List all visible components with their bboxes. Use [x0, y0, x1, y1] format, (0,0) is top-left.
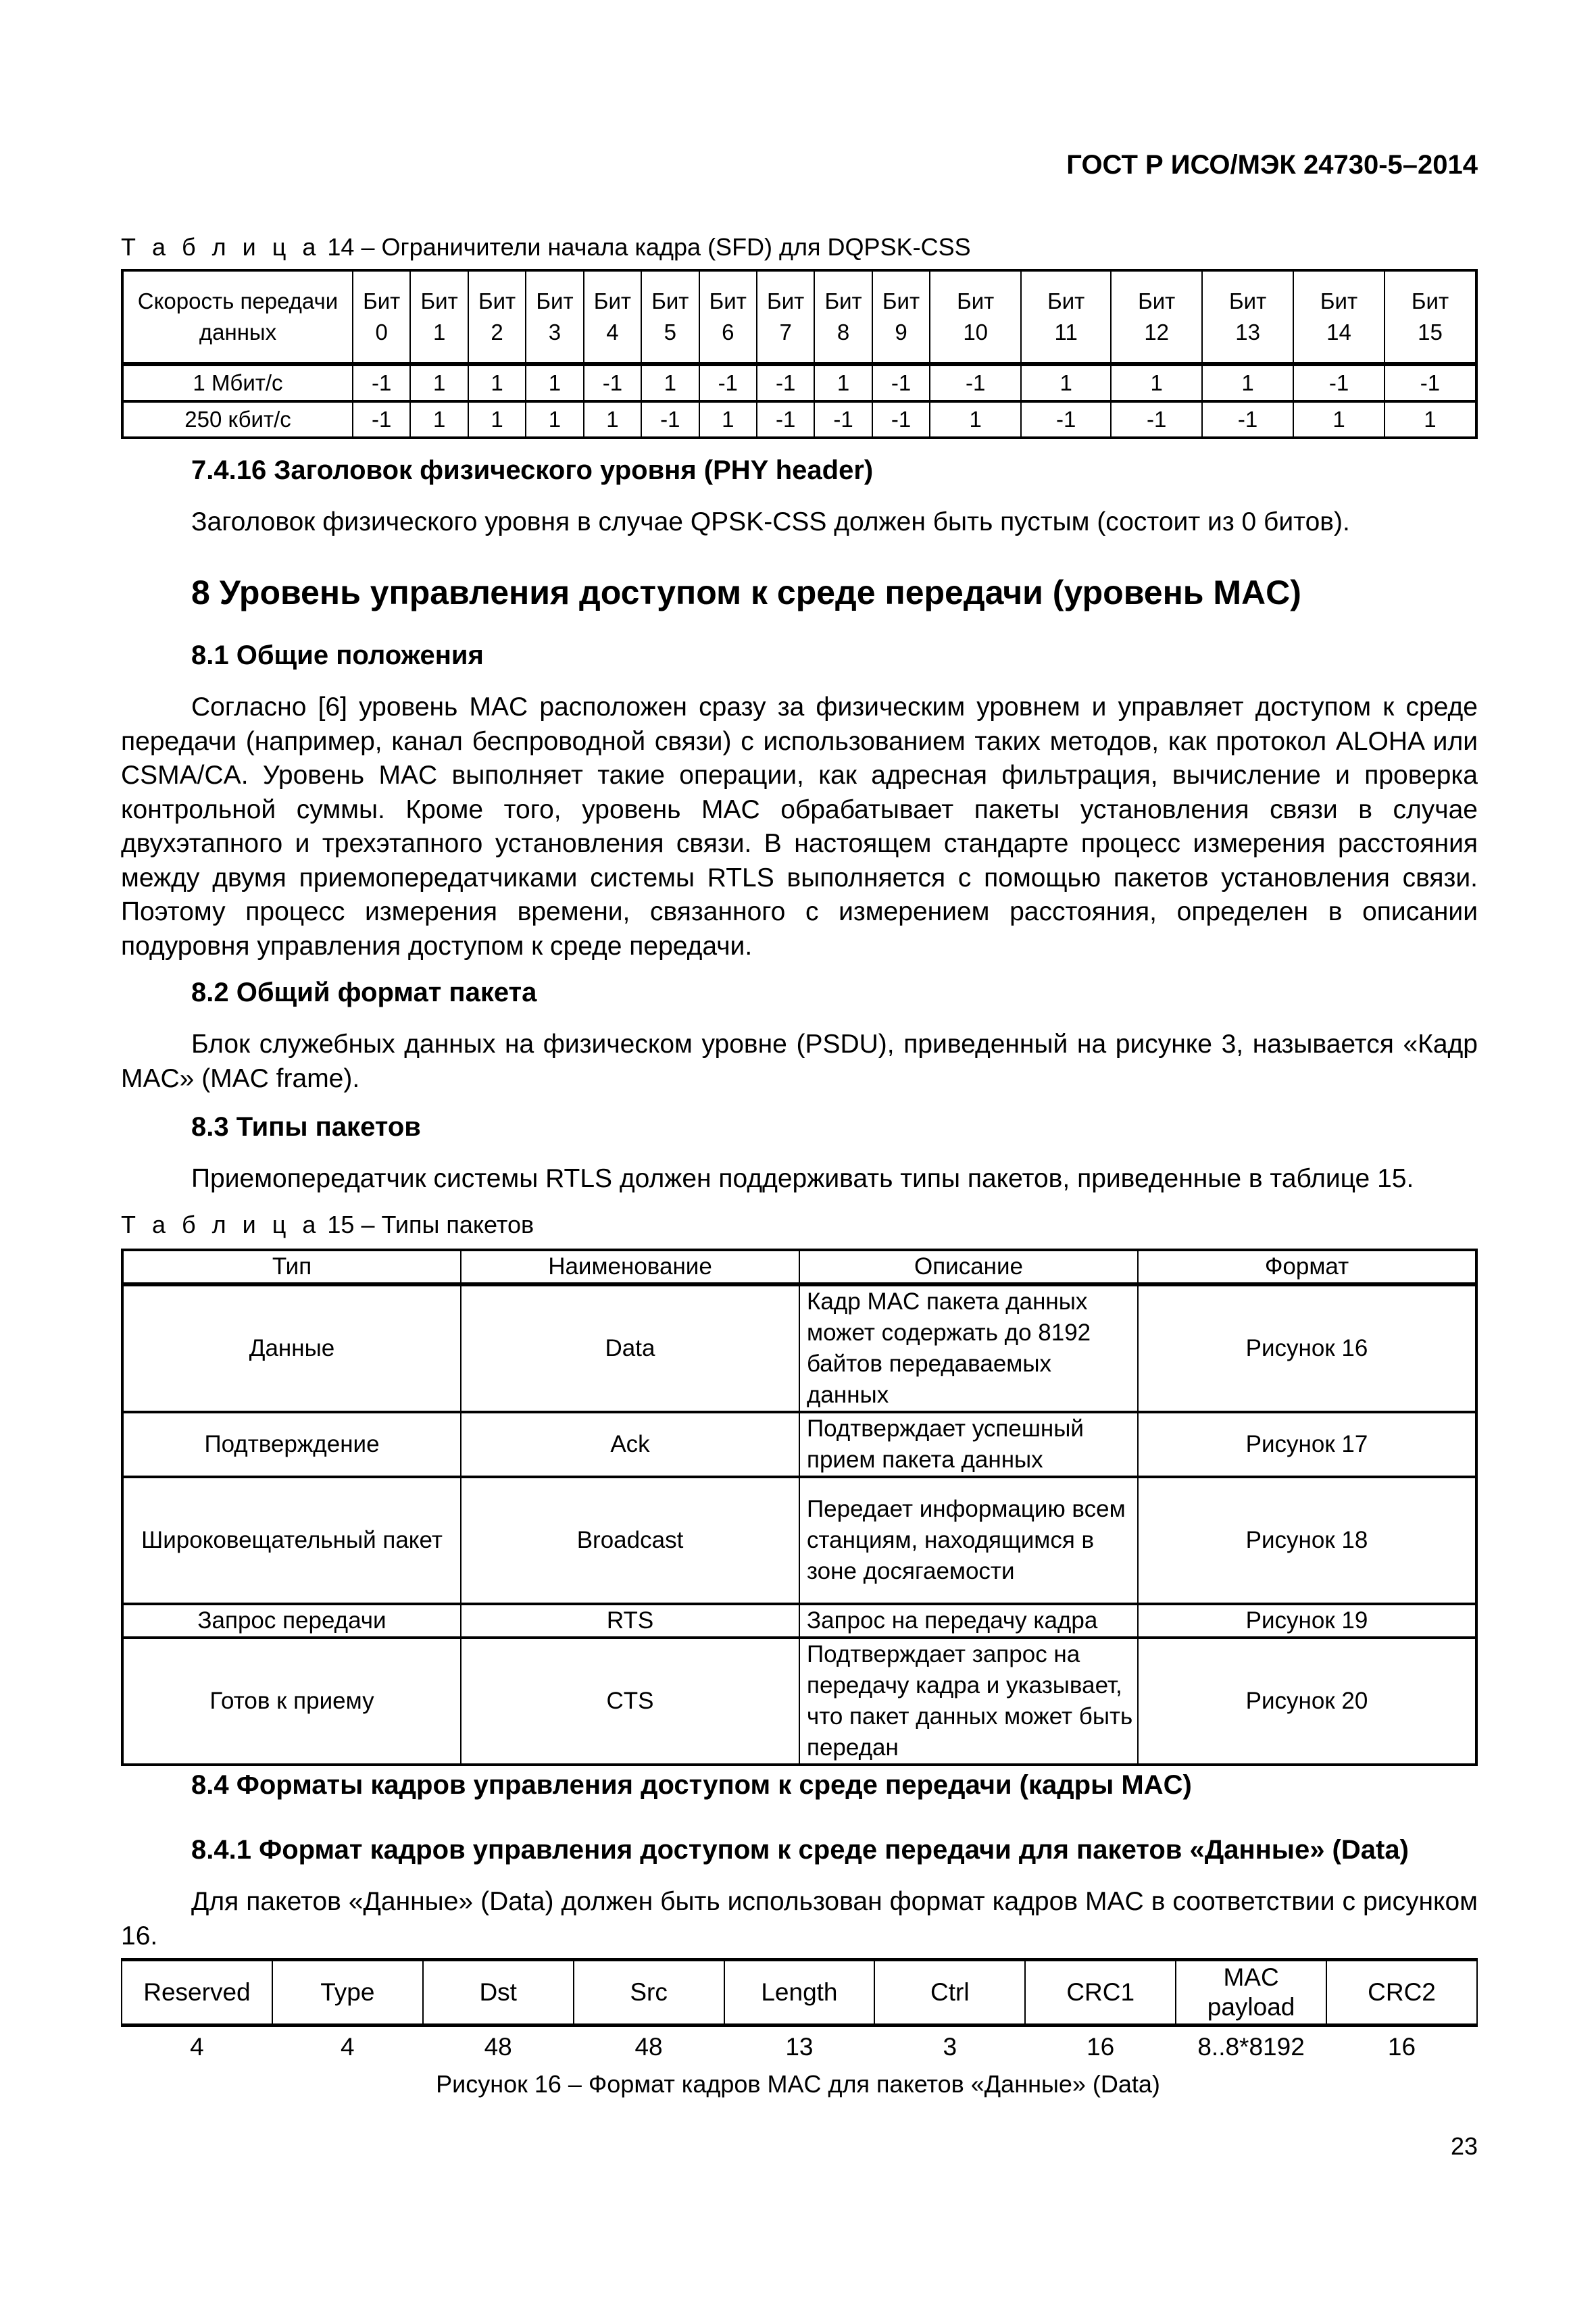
- table14-sfd: [121, 269, 1478, 439]
- figure16-bits: 13: [785, 2033, 814, 2061]
- table14-rate: 250 кбит/с: [122, 401, 353, 438]
- table14-bit: 1: [526, 364, 583, 401]
- table14-header-bit: Бит 11: [1021, 270, 1111, 364]
- table14-header-bit: Бит 13: [1202, 270, 1293, 364]
- figure16-bits: 48: [484, 2033, 512, 2061]
- table14-bit: -1: [1293, 364, 1385, 401]
- table14-bit: -1: [584, 364, 641, 401]
- figure16-fields-row: [122, 1960, 1477, 2026]
- table15-type: Готов к приему: [122, 1638, 461, 1765]
- figure16-field: Length: [724, 1960, 875, 2026]
- figure16-bits: 16: [1387, 2033, 1416, 2061]
- table14-bit: -1: [699, 364, 757, 401]
- section-7-4-16-title: 7.4.16 Заголовок физического уровня (PHY header): [191, 455, 874, 485]
- table14-row: [122, 364, 1476, 401]
- table14-header-row: [122, 270, 1476, 364]
- figure16-bits: 4: [190, 2033, 204, 2061]
- table15-desc: Передает информацию всем станциям, находящимся в зоне досягаемости: [799, 1477, 1138, 1604]
- table14-bit: -1: [872, 401, 930, 438]
- figure16-mac-frame: [121, 1958, 1478, 2067]
- figure16-field: Type: [272, 1960, 423, 2026]
- section-8-3-text: Приемопередатчик системы RTLS должен поддерживать типы пакетов, приведенные в таблице 15.: [191, 1164, 1414, 1193]
- table14-bit: -1: [353, 401, 410, 438]
- table14-bit: 1: [699, 401, 757, 438]
- table14-header-bit: Бит 2: [468, 270, 526, 364]
- table14-header-bit: Бит 3: [526, 270, 583, 364]
- table14-bit: 1: [1385, 401, 1476, 438]
- figure16-field: CRC2: [1326, 1960, 1477, 2026]
- figure16-bits: 16: [1087, 2033, 1115, 2061]
- table15-name: Ack: [461, 1412, 799, 1477]
- table14-header-bit: Бит 14: [1293, 270, 1385, 364]
- figure16-field: CRC1: [1025, 1960, 1176, 2026]
- table14-header-rate: Скорость передачи данных: [122, 270, 353, 364]
- table15-row: [122, 1477, 1476, 1604]
- table14-bit: 1: [1202, 364, 1293, 401]
- table14-bit: 1: [1021, 364, 1111, 401]
- table14-bit: -1: [1385, 364, 1476, 401]
- table14-bit: -1: [1111, 401, 1202, 438]
- table15-format: Рисунок 18: [1138, 1477, 1476, 1604]
- table15-desc: Подтверждает запрос на передачу кадра и указывает, что пакет данных может быть передан: [799, 1638, 1138, 1765]
- table14-header-bit: Бит 10: [930, 270, 1021, 364]
- table14-header-bit: Бит 8: [814, 270, 872, 364]
- figure16-bits: 8..8*8192: [1197, 2033, 1305, 2061]
- figure16-bits: 3: [943, 2033, 957, 2061]
- table15-header-desc: Описание: [799, 1250, 1138, 1284]
- section-8-3-title: 8.3 Типы пакетов: [191, 1112, 421, 1142]
- table14-bit: 1: [584, 401, 641, 438]
- section-8-1-title: 8.1 Общие положения: [191, 640, 484, 670]
- table14-bit: 1: [526, 401, 583, 438]
- table14-header-bit: Бит 9: [872, 270, 930, 364]
- table15-type: Широковещательный пакет: [122, 1477, 461, 1604]
- table14-bit: 1: [410, 401, 468, 438]
- table15-format: Рисунок 19: [1138, 1604, 1476, 1638]
- table15-header-format: Формат: [1138, 1250, 1476, 1284]
- table15-name: RTS: [461, 1604, 799, 1638]
- table15-header-type: Тип: [122, 1250, 461, 1284]
- table14-header-bit: Бит 12: [1111, 270, 1202, 364]
- table14-bit: 1: [468, 364, 526, 401]
- table14-bit: 1: [1293, 401, 1385, 438]
- page-number: 23: [1450, 2132, 1478, 2160]
- section-8-2-text: Блок служебных данных на физическом уровне (PSDU), приведенный на рисунке 3, называется «Кадр MAC» (MAC frame).: [121, 1030, 1478, 1093]
- section-8-2-title: 8.2 Общий формат пакета: [191, 978, 537, 1007]
- table14-header-bit: Бит 4: [584, 270, 641, 364]
- document-id-header: ГОСТ Р ИСО/МЭК 24730-5–2014: [1066, 150, 1478, 180]
- table14-row: [122, 401, 1476, 438]
- table15-format: Рисунок 20: [1138, 1638, 1476, 1765]
- table15-row: [122, 1638, 1476, 1765]
- table14-bit: -1: [641, 401, 699, 438]
- table15-desc: Кадр MAC пакета данных может содержать до 8192 байтов передаваемых данных: [799, 1284, 1138, 1412]
- section-7-4-16-text: Заголовок физического уровня в случае QPSK-CSS должен быть пустым (состоит из 0 битов).: [191, 507, 1350, 536]
- table14-bit: 1: [1111, 364, 1202, 401]
- table14-caption-text: 14 – Ограничители начала кадра (SFD) для DQPSK-CSS: [320, 233, 971, 261]
- table14-bit: -1: [757, 401, 814, 438]
- table14-bit: -1: [1202, 401, 1293, 438]
- table14-header-bit: Бит 6: [699, 270, 757, 364]
- table15-desc: Запрос на передачу кадра: [799, 1604, 1138, 1638]
- table14-bit: -1: [872, 364, 930, 401]
- table14-header-bit: Бит 5: [641, 270, 699, 364]
- section-8-4-1-text: Для пакетов «Данные» (Data) должен быть использован формат кадров MAC в соответствии с рисунком 16.: [121, 1887, 1478, 1951]
- table15-type: Подтверждение: [122, 1412, 461, 1477]
- figure16-bits: 48: [634, 2033, 663, 2061]
- table14-header-bit: Бит 0: [353, 270, 410, 364]
- table15-format: Рисунок 16: [1138, 1284, 1476, 1412]
- section-8-title: 8 Уровень управления доступом к среде передачи (уровень MAC): [191, 574, 1301, 611]
- table14-rate: 1 Мбит/с: [122, 364, 353, 401]
- section-8-1-text: Согласно [6] уровень MAC расположен сразу за физическим уровнем и управляет доступом к среде передачи (например, канал беспроводной связи) с использованием таких методов, как протокол ALOHA или CSMA/CA. Уровень MAC выполняет такие операции, как адресная фильтрация, вычисление и проверка контрольной суммы. Кроме того, уровень MAC обрабатывает пакеты установления связи в случае двухэтапного и трехэтапного установления связи. В настоящем стандарте процесс измерения расстояния между двумя приемопередатчиками системы RTLS выполняется с помощью пакетов установления связи. Поэтому процесс измерения времени, связанного с измерением расстояния, определен в описании подуровня управления доступом к среде передачи.: [121, 693, 1478, 961]
- table14-header-bit: Бит 1: [410, 270, 468, 364]
- table14-bit: -1: [930, 364, 1021, 401]
- table15-caption-text: 15 – Типы пакетов: [320, 1211, 534, 1238]
- figure16-bits: 4: [341, 2033, 355, 2061]
- table14-header-bit: Бит 15: [1385, 270, 1476, 364]
- table14-bit: -1: [757, 364, 814, 401]
- table15-row: [122, 1604, 1476, 1638]
- table14-header-bit: Бит 7: [757, 270, 814, 364]
- table15-header-name: Наименование: [461, 1250, 799, 1284]
- table14-bit: 1: [641, 364, 699, 401]
- figure16-field: Ctrl: [874, 1960, 1025, 2026]
- figure16-field: Src: [574, 1960, 724, 2026]
- table14-bit: -1: [353, 364, 410, 401]
- table14-bit: 1: [814, 364, 872, 401]
- figure16-field: Dst: [423, 1960, 574, 2026]
- table15-format: Рисунок 17: [1138, 1412, 1476, 1477]
- section-8-4-1-title: 8.4.1 Формат кадров управления доступом к среде передачи для пакетов «Данные» (Data): [191, 1835, 1409, 1865]
- table14-bit: 1: [930, 401, 1021, 438]
- table15-desc: Подтверждает успешный прием пакета данных: [799, 1412, 1138, 1477]
- table14-bit: 1: [468, 401, 526, 438]
- figure16-field: Reserved: [122, 1960, 272, 2026]
- figure16-bits-row: [122, 2026, 1477, 2068]
- table15-row: [122, 1284, 1476, 1412]
- table15-name: Data: [461, 1284, 799, 1412]
- figure16-caption: Рисунок 16 – Формат кадров MAC для пакетов «Данные» (Data): [436, 2070, 1160, 2098]
- table15-caption-prefix: Т а б л и ц а: [121, 1211, 321, 1238]
- table15-type: Запрос передачи: [122, 1604, 461, 1638]
- table15-header-row: [122, 1250, 1476, 1284]
- table15-packet-types: [121, 1249, 1478, 1766]
- section-8-4-title: 8.4 Форматы кадров управления доступом к среде передачи (кадры MAC): [191, 1770, 1192, 1800]
- table14-caption-prefix: Т а б л и ц а: [121, 233, 321, 261]
- table14-bit: -1: [814, 401, 872, 438]
- table15-caption: [121, 1211, 534, 1239]
- table15-name: Broadcast: [461, 1477, 799, 1604]
- table15-type: Данные: [122, 1284, 461, 1412]
- figure16-field: MAC payload: [1176, 1960, 1326, 2026]
- table14-bit: 1: [410, 364, 468, 401]
- table14-bit: -1: [1021, 401, 1111, 438]
- table15-row: [122, 1412, 1476, 1477]
- table14-caption: [121, 233, 971, 261]
- table15-name: CTS: [461, 1638, 799, 1765]
